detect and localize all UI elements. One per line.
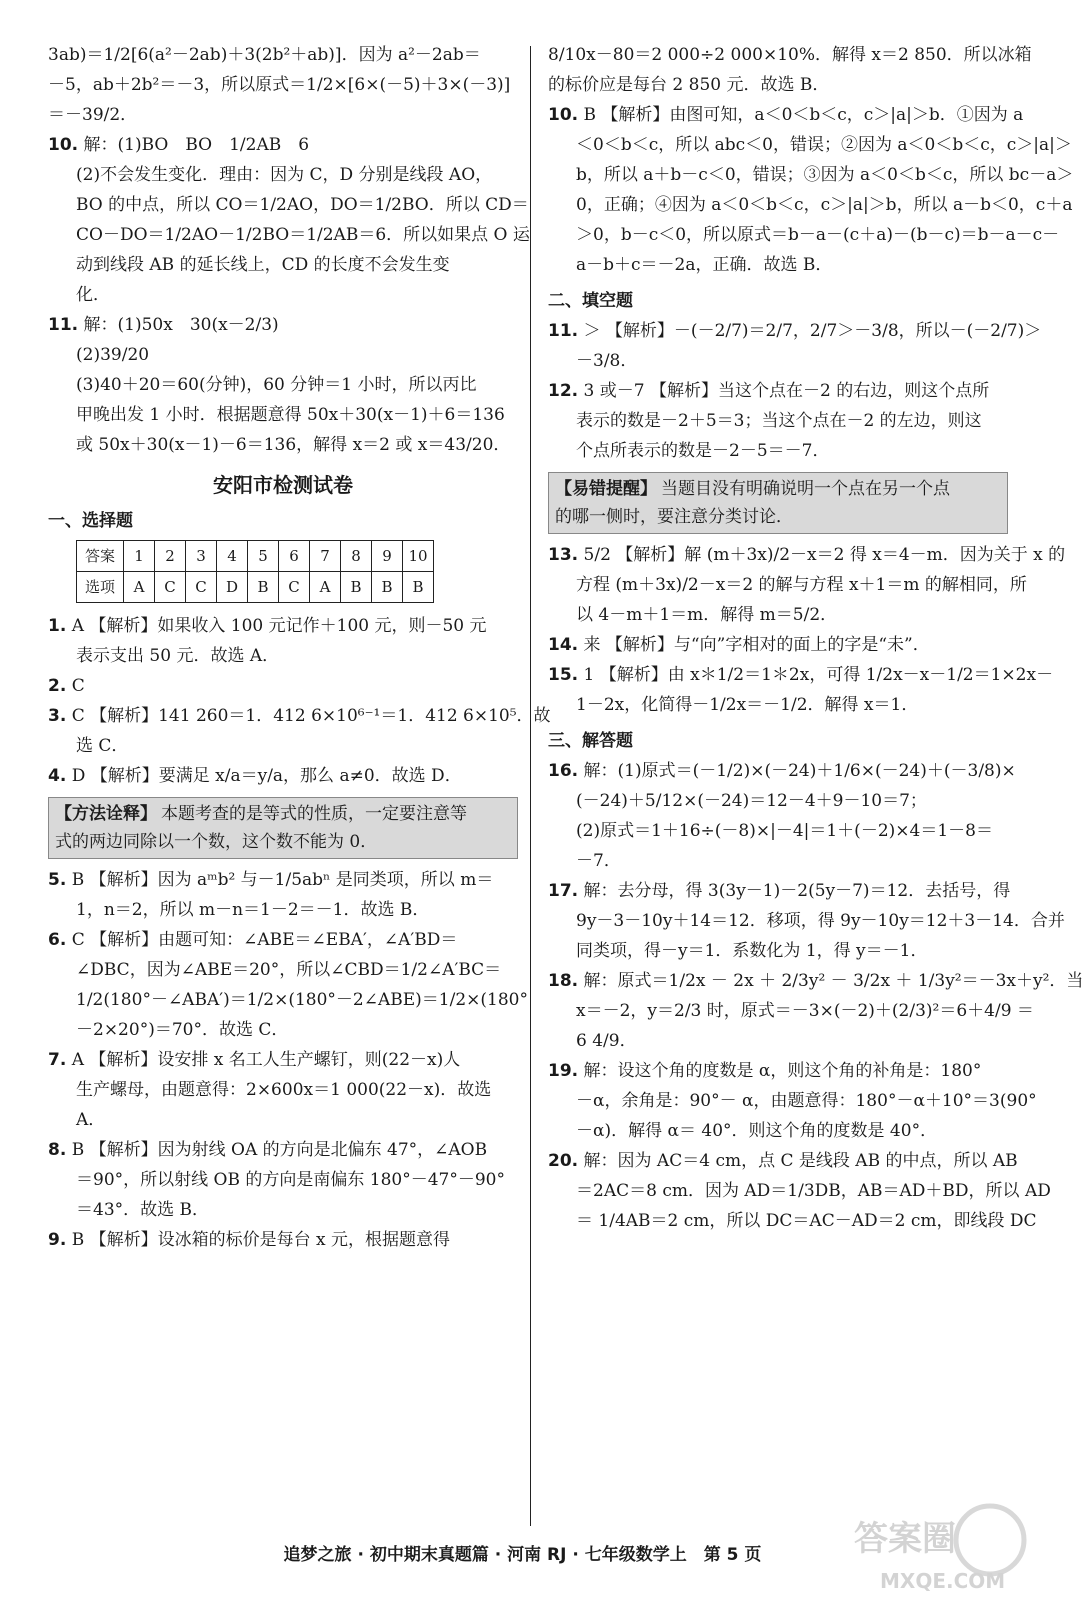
text-line: ＝43°．故选 B． — [76, 1200, 210, 1220]
text-line: ＝2AC＝8 cm．因为 AD＝1/3DB，AB＝AD＋BD，所以 AD — [576, 1181, 1051, 1201]
question-6 — [48, 925, 518, 955]
table-cell: 5 — [248, 541, 279, 572]
table-cell: C — [155, 572, 186, 603]
answer-text: 解：(1)BO BO 1/2AB 6 — [83, 135, 310, 155]
text-line: －2×20°)＝70°．故选 C． — [76, 1020, 289, 1040]
column-divider — [530, 46, 531, 1526]
text-line: 以 4－m＋1＝m．解得 m＝5/2． — [576, 605, 838, 625]
question-number: 11. — [548, 321, 579, 341]
answer-text: 解：去分母，得 3(3y－1)－2(5y－7)＝12．去括号，得 — [583, 881, 1011, 901]
text-line: ＜0＜b＜c，所以 abc＜0，错误；②因为 a＜0＜b＜c，c＞|a|＞ — [576, 135, 1072, 155]
text-line: 选 C． — [76, 736, 129, 756]
method-note-box — [48, 797, 518, 859]
table-cell: 1 — [124, 541, 155, 572]
text-line: 个点所表示的数是－2－5＝－7． — [576, 441, 830, 461]
text-line: 同类项，得－y＝1．系数化为 1，得 y＝－1． — [576, 941, 928, 961]
table-cell: B — [248, 572, 279, 603]
note-text: 的哪一侧时，要注意分类讨论． — [555, 507, 793, 527]
table-header: 答案 — [77, 541, 124, 572]
question-12-right — [548, 376, 1008, 406]
table-cell: 2 — [155, 541, 186, 572]
answer-text: 5/2 【解析】解 (m＋3x)/2－x＝2 得 x＝4－m．因为关于 x 的 — [583, 545, 1066, 565]
table-cell: D — [217, 572, 248, 603]
question-3 — [48, 701, 551, 731]
text-line: －7． — [576, 851, 621, 871]
text-line: (2)原式＝1＋16÷(－8)×|－4|＝1＋(－2)×4＝1－8＝ — [576, 821, 993, 841]
watermark-text: 答案圈 — [854, 1519, 956, 1559]
text-line: －3/8． — [576, 351, 638, 371]
answer-text: B 【解析】由图可知，a＜0＜b＜c，c＞|a|＞b．①因为 a — [583, 105, 1024, 125]
answer-text: C 【解析】141 260＝1．412 6×10⁶⁻¹＝1．412 6×10⁵．故 — [71, 706, 551, 726]
section-heading: 一、选择题 — [48, 511, 133, 531]
answer-text: ＞ 【解析】－(－2/7)＝2/7，2/7＞－3/8，所以－(－2/7)＞ — [583, 321, 1042, 341]
question-number: 9. — [48, 1230, 67, 1250]
question-18-right — [548, 966, 1083, 996]
exam-title: 安阳市检测试卷 — [213, 473, 353, 497]
answer-text: 1 【解析】由 x＊1/2＝1＊2x，可得 1/2x－x－1/2＝1×2x－ — [583, 665, 1054, 685]
question-number: 19. — [548, 1061, 579, 1081]
table-cell: B — [403, 572, 434, 603]
text-line: －α)．解得 α＝ 40°．则这个角的度数是 40°． — [576, 1121, 938, 1141]
text-line: －α，余角是：90°－ α，由题意得：180°－α＋10°＝3(90° — [576, 1091, 1037, 1111]
answer-text: A 【解析】设安排 x 名工人生产螺钉，则(22－x)人 — [71, 1050, 461, 1070]
answer-text: 解：因为 AC＝4 cm，点 C 是线段 AB 的中点，所以 AB — [583, 1151, 1018, 1171]
answer-text: A 【解析】如果收入 100 元记作＋100 元，则－50 元 — [71, 616, 487, 636]
table-cell: 9 — [372, 541, 403, 572]
note-tag: 【易错提醒】 — [555, 479, 657, 499]
question-number: 4. — [48, 766, 67, 786]
text-line: (3)40＋20＝60(分钟)，60 分钟＝1 小时，所以丙比 — [76, 375, 477, 395]
answer-text: B 【解析】因为 aᵐb² 与－1/5abⁿ 是同类项，所以 m＝ — [71, 870, 494, 890]
text-line: 1－2x，化简得－1/2x＝－1/2．解得 x＝1． — [576, 695, 919, 715]
text-line: 1/2(180°－∠ABA′)＝1/2×(180°－2∠ABE)＝1/2×(180° — [76, 990, 528, 1010]
question-number: 10. — [548, 105, 579, 125]
answer-text: 解：(1)原式＝(－1/2)×(－24)＋1/6×(－24)＋(－3/8)× — [583, 761, 1016, 781]
answer-text: 解：(1)50x 30(x－2/3) — [83, 315, 279, 335]
table-cell: 7 — [310, 541, 341, 572]
text-line: 表示支出 50 元．故选 A． — [76, 646, 280, 666]
text-line: 表示的数是－2＋5＝3；当这个点在－2 的左边，则这 — [576, 411, 982, 431]
question-number: 14. — [548, 635, 579, 655]
text-line: 6 4/9． — [576, 1031, 637, 1051]
text-line: (2)39/20 — [76, 345, 150, 365]
question-number: 12. — [548, 381, 579, 401]
table-cell: 3 — [186, 541, 217, 572]
question-number: 5. — [48, 870, 67, 890]
section-heading: 二、填空题 — [548, 291, 633, 311]
question-20-right — [548, 1146, 1018, 1176]
text-line: ＝ 1/4AB＝2 cm，所以 DC＝AC－AD＝2 cm，即线段 DC — [576, 1211, 1037, 1231]
text-line: 1，n＝2，所以 m－n＝1－2＝－1．故选 B． — [76, 900, 430, 920]
text-line: a－b＋c＝－2a，正确．故选 B． — [576, 255, 833, 275]
text-line: 8/10x－80＝2 000÷2 000×10%．解得 x＝2 850．所以冰箱 — [548, 45, 1032, 65]
answer-text: B 【解析】设冰箱的标价是每台 x 元，根据题意得 — [71, 1230, 450, 1250]
table-cell: 8 — [341, 541, 372, 572]
note-text: 式的两边同除以一个数，这个数不能为 0． — [55, 832, 378, 852]
text-line: 动到线段 AB 的延长线上，CD 的长度不会发生变 — [76, 255, 450, 275]
table-cell: C — [279, 572, 310, 603]
error-note-box — [548, 472, 1008, 534]
answer-text: 解：设这个角的度数是 α，则这个角的补角是：180° — [583, 1061, 982, 1081]
text-line: (－24)＋5/12×(－24)＝12－4＋9－10＝7； — [576, 791, 927, 811]
question-11 — [48, 310, 518, 340]
text-line: 生产螺母，由题意得：2×600x＝1 000(22－x)．故选 — [76, 1080, 492, 1100]
question-number: 17. — [548, 881, 579, 901]
text-line: 0，正确；④因为 a＜0＜b＜c，c＞|a|＞b，所以 a－b＜0，c＋a — [576, 195, 1073, 215]
note-text: 本题考查的是等式的性质，一定要注意等 — [161, 804, 467, 824]
table-header: 选项 — [77, 572, 124, 603]
question-13-right — [548, 540, 1066, 570]
question-7 — [48, 1045, 518, 1075]
right-column — [548, 40, 1083, 1236]
question-8 — [48, 1135, 518, 1165]
question-number: 15. — [548, 665, 579, 685]
question-1 — [48, 611, 518, 641]
table-cell: B — [341, 572, 372, 603]
question-10 — [48, 130, 518, 160]
answer-table — [76, 540, 434, 603]
text-line: b，所以 a＋b－c＜0，错误；③因为 a＜0＜b＜c，所以 bc－a＞ — [576, 165, 1074, 185]
table-cell: C — [186, 572, 217, 603]
table-cell: 4 — [217, 541, 248, 572]
answer-text: C — [71, 676, 85, 696]
question-number: 13. — [548, 545, 579, 565]
table-cell: A — [124, 572, 155, 603]
question-5 — [48, 865, 518, 895]
text-line: ∠DBC，因为∠ABE＝20°，所以∠CBD＝1/2∠A′BC＝ — [76, 960, 502, 980]
text-line: CO－DO＝1/2AO－1/2BO＝1/2AB＝6．所以如果点 O 运 — [76, 225, 530, 245]
question-number: 10. — [48, 135, 79, 155]
answer-text: B 【解析】因为射线 OA 的方向是北偏东 47°，∠AOB — [71, 1140, 488, 1160]
left-column — [48, 40, 551, 1255]
text-line: 的标价应是每台 2 850 元．故选 B． — [548, 75, 830, 95]
watermark-logo-icon — [850, 1500, 1030, 1595]
question-16-right — [548, 756, 1016, 786]
text-line: (2)不会发生变化．理由：因为 C，D 分别是线段 AO， — [76, 165, 493, 185]
watermark-url: MXQE.COM — [880, 1569, 1006, 1593]
text-line: 化． — [76, 285, 110, 305]
question-9 — [48, 1225, 518, 1255]
question-number: 18. — [548, 971, 579, 991]
answer-text: D 【解析】要满足 x/a＝y/a，那么 a≠0．故选 D． — [71, 766, 462, 786]
answer-text: 解：原式＝1/2x － 2x ＋ 2/3y² － 3/2x ＋ 1/3y²＝－3x＋y²．当 — [583, 971, 1083, 991]
question-number: 16. — [548, 761, 579, 781]
text-line: －5，ab＋2b²＝－3，所以原式＝1/2×[6×(－5)＋3×(－3)] — [48, 75, 511, 95]
question-4 — [48, 761, 518, 791]
note-text: 当题目没有明确说明一个点在另一个点 — [661, 479, 950, 499]
table-cell: 6 — [279, 541, 310, 572]
question-number: 11. — [48, 315, 79, 335]
answer-text: C 【解析】由题可知：∠ABE＝∠EBA′，∠A′BD＝ — [71, 930, 458, 950]
question-17-right — [548, 876, 1011, 906]
answer-text: 3 或－7 【解析】当这个点在－2 的右边，则这个点所 — [583, 381, 990, 401]
question-number: 3. — [48, 706, 67, 726]
text-line: x＝－2，y＝2/3 时，原式＝－3×(－2)＋(2/3)²＝6＋4/9 ＝ — [576, 1001, 1034, 1021]
text-line: A． — [76, 1110, 106, 1130]
question-number: 6. — [48, 930, 67, 950]
text-line: ＝90°，所以射线 OB 的方向是南偏东 180°－47°－90° — [76, 1170, 505, 1190]
note-tag: 【方法诠释】 — [55, 804, 157, 824]
question-number: 7. — [48, 1050, 67, 1070]
question-10-right — [548, 100, 1024, 130]
page-footer: 追梦之旅 · 初中期末真题篇 · 河南 RJ · 七年级数学上 第 5 页 — [283, 1545, 762, 1565]
question-15-right — [548, 660, 1054, 690]
question-11-right — [548, 316, 1042, 346]
text-line: ＝－39/2． — [48, 105, 138, 125]
text-line: 3ab)＝1/2[6(a²－2ab)＋3(2b²＋ab)]．因为 a²－2ab＝ — [48, 45, 481, 65]
answer-text: 来 【解析】与“向”字相对的面上的字是“未”． — [583, 635, 930, 655]
text-line: 甲晚出发 1 小时．根据题意得 50x＋30(x－1)＋6＝136 — [76, 405, 505, 425]
question-number: 8. — [48, 1140, 67, 1160]
question-19-right — [548, 1056, 1008, 1086]
text-line: BO 的中点，所以 CO＝1/2AO，DO＝1/2BO．所以 CD＝ — [76, 195, 529, 215]
text-line: 方程 (m＋3x)/2－x＝2 的解与方程 x＋1＝m 的解相同，所 — [576, 575, 1027, 595]
question-number: 20. — [548, 1151, 579, 1171]
section-heading: 三、解答题 — [548, 731, 633, 751]
table-cell: 10 — [403, 541, 434, 572]
question-14-right — [548, 630, 1008, 660]
text-line: 9y－3－10y＋14＝12．移项，得 9y－10y＝12＋3－14．合并 — [576, 911, 1065, 931]
table-cell: B — [372, 572, 403, 603]
question-number: 1. — [48, 616, 67, 636]
question-2 — [48, 671, 518, 701]
text-line: 或 50x＋30(x－1)－6＝136，解得 x＝2 或 x＝43/20． — [76, 435, 511, 455]
question-number: 2. — [48, 676, 67, 696]
table-cell: A — [310, 572, 341, 603]
text-line: ＞0，b－c＜0，所以原式＝b－a－(c＋a)－(b－c)＝b－a－c－ — [576, 225, 1060, 245]
